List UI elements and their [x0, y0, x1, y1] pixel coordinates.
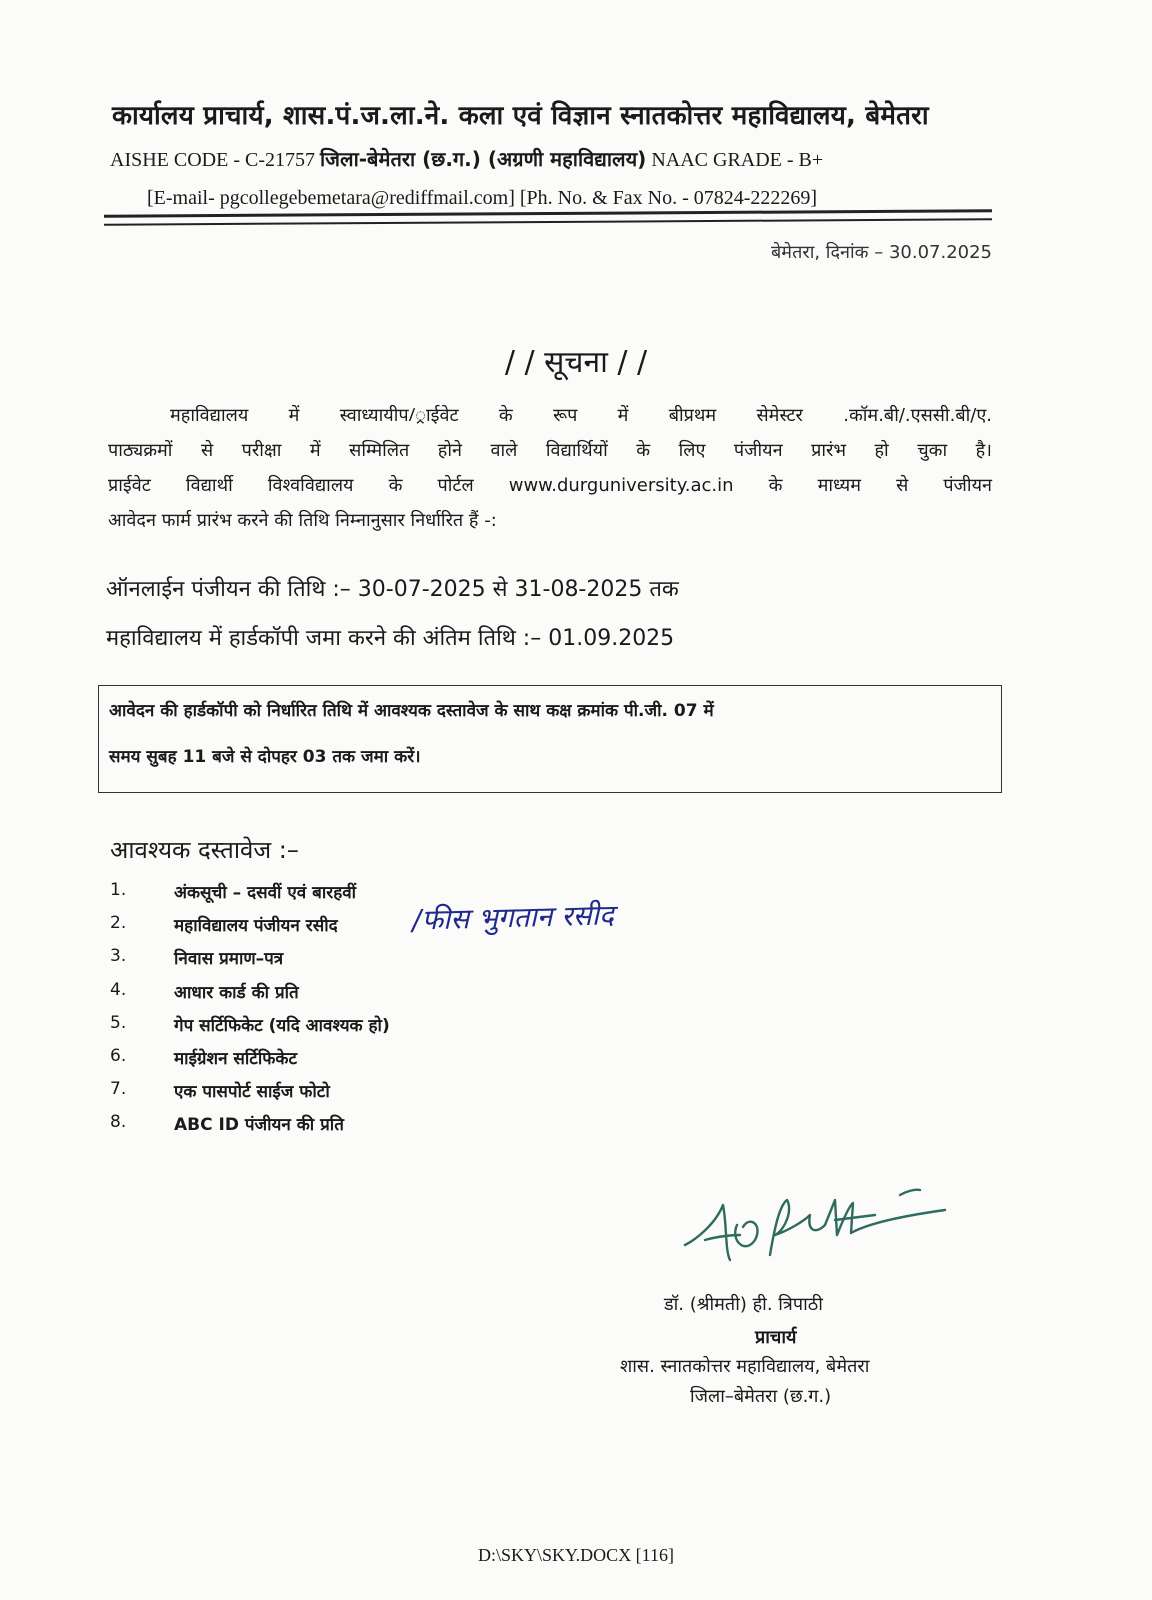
notice-date: बेमेतरा, दिनांक – 30.07.2025 — [771, 242, 992, 263]
paragraph-line-4: आवेदन फार्म प्रारंभ करने की तिथि निम्नानुसार निर्धारित हैं -: — [108, 510, 497, 531]
contact-line: [E-mail- pgcollegebemetara@rediffmail.com] [Ph. No. & Fax No. - 07824-222269] — [147, 187, 818, 209]
district-lead-college: जिला-बेमेतरा (छ.ग.) (अग्रणी महाविद्यालय) — [320, 147, 647, 171]
box-line-2: समय सुबह 11 बजे से दोपहर 03 तक जमा करें। — [109, 747, 421, 767]
online-registration-date: ऑनलाईन पंजीयन की तिथि :– 30-07-2025 से 31-08-2025 तक — [106, 577, 679, 602]
notice-title: / / सूचना / / — [504, 345, 648, 380]
naac-grade: NAAC GRADE - B+ — [651, 149, 824, 171]
principal-signature — [675, 1185, 965, 1285]
paragraph-line-3: प्राईवेट विद्यार्थी विश्वविद्यालय के पोर्टल www.durguniversity.ac.in के माध्यम से पंजीयन — [108, 475, 992, 496]
hardcopy-last-date: महाविद्यालय में हार्डकॉपी जमा करने की अंतिम तिथि :– 01.09.2025 — [106, 626, 675, 651]
handwritten-fee-receipt-note: /फीस भुगतान रसीद — [411, 898, 615, 937]
submission-instructions-box — [98, 685, 1002, 793]
file-path-footer: D:\SKY\SKY.DOCX [116] — [477, 1545, 675, 1565]
paragraph-line-2: पाठ्यक्रमों से परीक्षा में सम्मिलित होने वाले विद्यार्थियों के लिए पंजीयन प्रारंभ हो चुका है। — [108, 440, 992, 461]
aishe-code-line — [110, 145, 823, 172]
signatory-organization: शास. स्नातकोत्तर महाविद्यालय, बेमेतरा — [620, 1356, 870, 1377]
header-divider-thin — [104, 218, 992, 225]
paragraph-line-1: महाविद्यालय में स्वाध्यायीप/्राईवेट के रूप में बीप्रथम सेमेस्टर .कॉम.बी/.एससी.बी/ए. — [170, 405, 992, 426]
notice-paragraph — [108, 398, 992, 538]
college-name-heading: कार्यालय प्राचार्य, शास.पं.ज.ला.ने. कला एवं विज्ञान स्नातकोत्तर महाविद्यालय, बेमेतरा — [112, 101, 929, 131]
signatory-district: जिला–बेमेतरा (छ.ग.) — [690, 1386, 832, 1407]
signatory-designation: प्राचार्य — [755, 1327, 797, 1348]
documents-heading: आवश्यक दस्तावेज :– — [110, 836, 299, 864]
header-divider-thick — [104, 209, 992, 217]
aishe-code: AISHE CODE - C-21757 — [110, 149, 315, 171]
box-line-1: आवेदन की हार्डकॉपी को निर्धारित तिथि में आवश्यक दस्तावेज के साथ कक्ष क्रमांक पी.जी. 07 में — [109, 701, 714, 721]
signatory-name: डॉ. (श्रीमती) ही. त्रिपाठी — [664, 1294, 823, 1315]
